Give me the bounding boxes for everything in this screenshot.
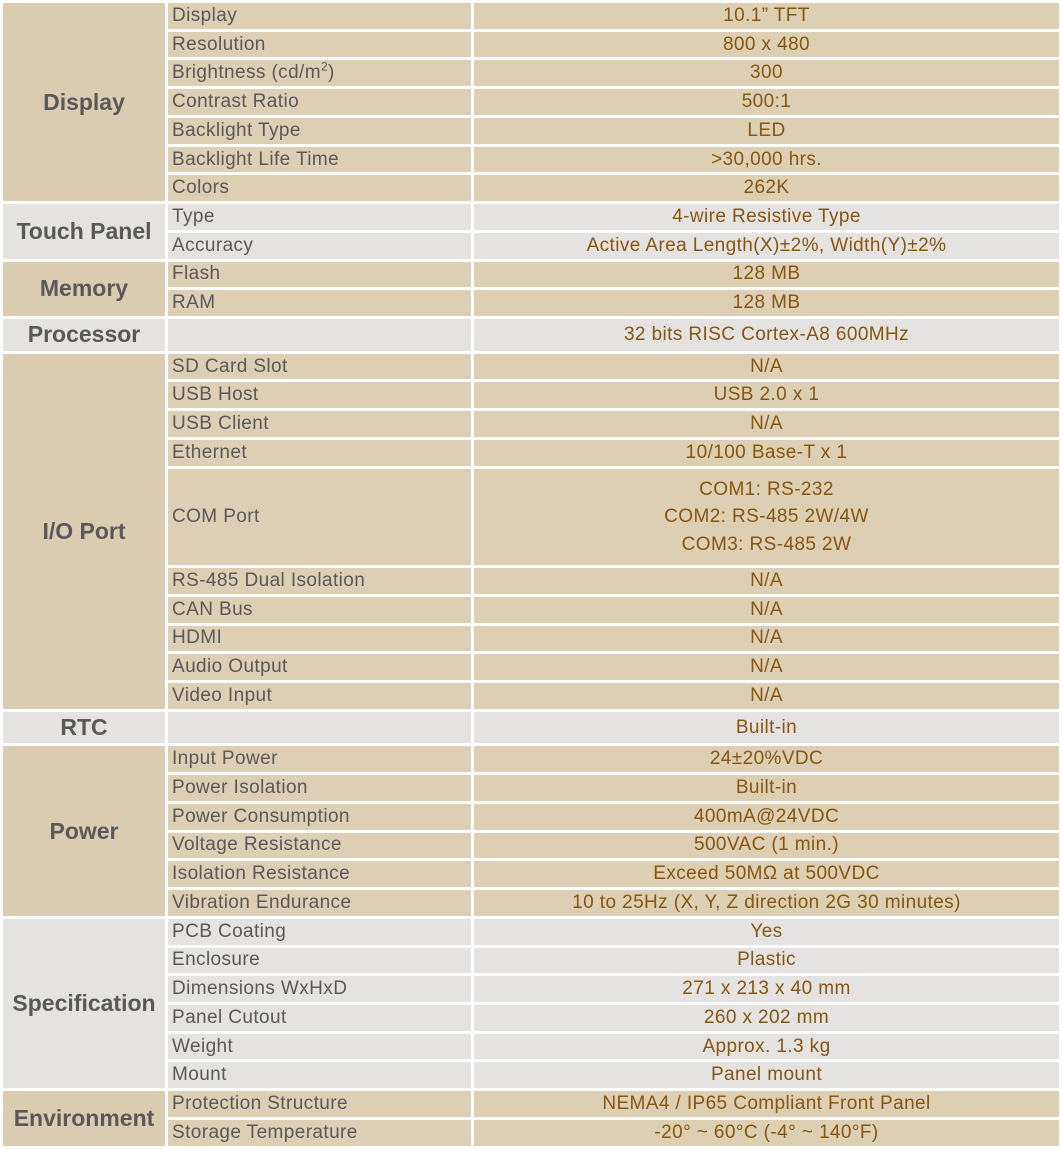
value-hdmi: N/A — [474, 626, 1059, 652]
value-pcb-coating: Yes — [474, 919, 1059, 945]
label-rtc — [168, 712, 471, 744]
value-can-bus: N/A — [474, 597, 1059, 623]
value-audio-output: N/A — [474, 654, 1059, 680]
value-dimensions: 271 x 213 x 40 mm — [474, 976, 1059, 1002]
value-sd-card: N/A — [474, 354, 1059, 380]
spec-row-sd-card — [3, 354, 1059, 380]
label-power-isolation: Power Isolation — [168, 775, 471, 801]
spec-row-rtc — [3, 712, 1059, 744]
label-audio-output: Audio Output — [168, 654, 471, 680]
category-power: Power — [3, 746, 165, 915]
spec-row-pcb-coating — [3, 919, 1059, 945]
category-specification: Specification — [3, 919, 165, 1088]
spec-row-protection-structure — [3, 1091, 1059, 1117]
value-vibration-endurance: 10 to 25Hz (X, Y, Z direction 2G 30 minutes) — [474, 890, 1059, 916]
value-protection-structure: NEMA4 / IP65 Compliant Front Panel — [474, 1091, 1059, 1117]
label-sd-card: SD Card Slot — [168, 354, 471, 380]
value-ethernet: 10/100 Base-T x 1 — [474, 440, 1059, 466]
value-ram: 128 MB — [474, 290, 1059, 316]
value-input-power: 24±20%VDC — [474, 746, 1059, 772]
category-io-port: I/O Port — [3, 354, 165, 709]
value-com2: COM2: RS-485 2W/4W — [664, 506, 869, 528]
value-com1: COM1: RS-232 — [699, 478, 834, 500]
label-panel-cutout: Panel Cutout — [168, 1005, 471, 1031]
label-accuracy: Accuracy — [168, 233, 471, 259]
value-power-consumption: 400mA@24VDC — [474, 804, 1059, 830]
value-power-isolation: Built-in — [474, 775, 1059, 801]
value-com-port — [474, 469, 1059, 566]
label-ram: RAM — [168, 290, 471, 316]
label-weight: Weight — [168, 1034, 471, 1060]
label-voltage-resistance: Voltage Resistance — [168, 833, 471, 859]
value-isolation-resistance: Exceed 50MΩ at 500VDC — [474, 861, 1059, 887]
category-touch-panel: Touch Panel — [3, 204, 165, 258]
value-accuracy: Active Area Length(X)±2%, Width(Y)±2% — [474, 233, 1059, 259]
spec-row-touch-type — [3, 204, 1059, 230]
label-video-input: Video Input — [168, 683, 471, 709]
value-usb-client: N/A — [474, 411, 1059, 437]
label-touch-type: Type — [168, 204, 471, 230]
value-display: 10.1” TFT — [474, 3, 1059, 29]
value-storage-temperature: -20° ~ 60°C (-4° ~ 140°F) — [474, 1120, 1059, 1146]
value-backlight-life: >30,000 hrs. — [474, 147, 1059, 173]
value-processor: 32 bits RISC Cortex-A8 600MHz — [474, 319, 1059, 351]
spec-row-processor — [3, 319, 1059, 351]
value-touch-type: 4-wire Resistive Type — [474, 204, 1059, 230]
label-ethernet: Ethernet — [168, 440, 471, 466]
label-display: Display — [168, 3, 471, 29]
category-rtc: RTC — [3, 712, 165, 744]
label-contrast-ratio: Contrast Ratio — [168, 89, 471, 115]
value-video-input: N/A — [474, 683, 1059, 709]
value-rtc: Built-in — [474, 712, 1059, 744]
value-weight: Approx. 1.3 kg — [474, 1034, 1059, 1060]
label-usb-client: USB Client — [168, 411, 471, 437]
value-brightness: 300 — [474, 60, 1059, 86]
label-dimensions: Dimensions WxHxD — [168, 976, 471, 1002]
category-display: Display — [3, 3, 165, 201]
category-processor: Processor — [3, 319, 165, 351]
spec-row-input-power — [3, 746, 1059, 772]
label-colors: Colors — [168, 175, 471, 201]
label-enclosure: Enclosure — [168, 948, 471, 974]
value-colors: 262K — [474, 175, 1059, 201]
value-com3: COM3: RS-485 2W — [681, 533, 852, 555]
value-rs485-isolation: N/A — [474, 568, 1059, 594]
label-isolation-resistance: Isolation Resistance — [168, 861, 471, 887]
label-power-consumption: Power Consumption — [168, 804, 471, 830]
label-input-power: Input Power — [168, 746, 471, 772]
label-vibration-endurance: Vibration Endurance — [168, 890, 471, 916]
label-backlight-type: Backlight Type — [168, 118, 471, 144]
label-storage-temperature: Storage Temperature — [168, 1120, 471, 1146]
value-usb-host: USB 2.0 x 1 — [474, 382, 1059, 408]
label-processor — [168, 319, 471, 351]
label-brightness — [168, 60, 471, 86]
label-brightness-text: Brightness (cd/m — [172, 62, 321, 84]
value-flash: 128 MB — [474, 262, 1059, 288]
spec-row-display — [3, 3, 1059, 29]
label-brightness-tail: ) — [328, 62, 335, 84]
label-com-port: COM Port — [168, 469, 471, 566]
label-flash: Flash — [168, 262, 471, 288]
value-voltage-resistance: 500VAC (1 min.) — [474, 833, 1059, 859]
value-enclosure: Plastic — [474, 948, 1059, 974]
label-hdmi: HDMI — [168, 626, 471, 652]
spec-row-flash — [3, 262, 1059, 288]
value-backlight-type: LED — [474, 118, 1059, 144]
label-backlight-life: Backlight Life Time — [168, 147, 471, 173]
value-contrast-ratio: 500:1 — [474, 89, 1059, 115]
label-can-bus: CAN Bus — [168, 597, 471, 623]
label-usb-host: USB Host — [168, 382, 471, 408]
label-brightness-sup: 2 — [320, 60, 329, 74]
value-resolution: 800 x 480 — [474, 32, 1059, 58]
label-mount: Mount — [168, 1062, 471, 1088]
label-rs485-isolation: RS-485 Dual Isolation — [168, 568, 471, 594]
category-memory: Memory — [3, 262, 165, 316]
category-environment: Environment — [3, 1091, 165, 1146]
label-pcb-coating: PCB Coating — [168, 919, 471, 945]
value-mount: Panel mount — [474, 1062, 1059, 1088]
value-panel-cutout: 260 x 202 mm — [474, 1005, 1059, 1031]
label-protection-structure: Protection Structure — [168, 1091, 471, 1117]
label-resolution: Resolution — [168, 32, 471, 58]
